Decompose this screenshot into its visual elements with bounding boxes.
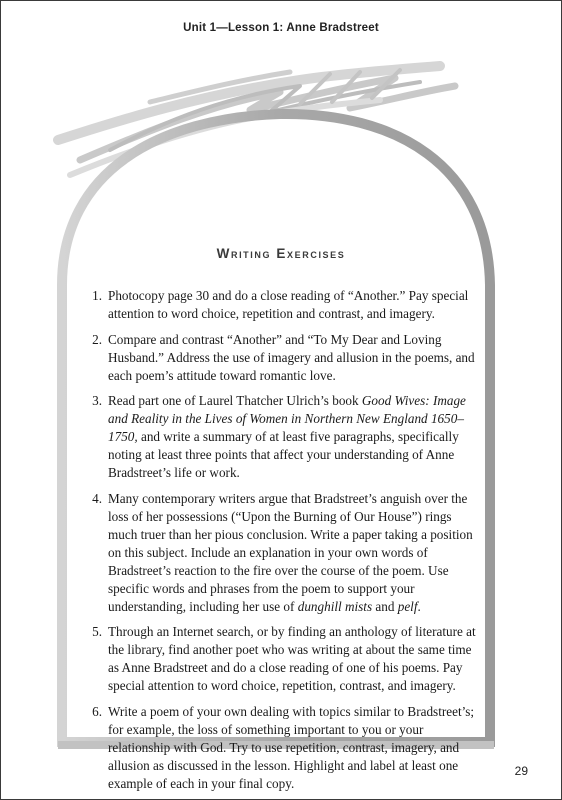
exercise-text: Write a poem of your own dealing with topics similar to Bradstreet’s; for example, the loss of something important to you or your relationship with God. Try to use repetition, contrast, imagery, and allusion as discussed in the lesson. Highlight and label at least one example of each in your final copy. — [108, 703, 475, 791]
exercise-number: 3. — [92, 393, 102, 408]
exercise-text-continued: and — [372, 598, 398, 614]
exercise-number: 6. — [92, 703, 102, 719]
exercise-item — [84, 287, 484, 323]
exercise-item — [84, 703, 484, 793]
exercise-list — [84, 287, 484, 800]
quoted-phrase: dunghill mists — [297, 598, 373, 614]
exercise-number: 2. — [92, 331, 102, 347]
exercise-item — [84, 490, 484, 616]
exercise-text: Through an Internet search, or by finding an anthology of literature at the library, find another poet who was writing at about the same time as Anne Bradstreet and do a close reading of one of his poems. Pay special attention to word choice, repetition, contrast, and imagery. — [108, 624, 476, 693]
exercise-item — [84, 392, 484, 482]
exercise-text-continued: and write a summary of at least five paragraphs, specifically noting at least three points that affect your understanding of Anne Bradstreet’s life or work. — [108, 429, 459, 480]
exercise-number: 1. — [92, 288, 102, 303]
section-title: Writing Exercises — [216, 246, 346, 261]
exercise-number: 4. — [92, 490, 102, 506]
exercise-text: Many contemporary writers argue that Bradstreet’s anguish over the loss of her possessions (“Upon the Burning of Our House”) rings much truer than her pious conclusion. Write a paper taking a position on this subject. Include an explanation in your own words of Bradstreet’s reaction to the fire over the course of the poem. Use specific words and phrases from the poem to support your understanding, including her use of — [108, 490, 473, 614]
running-head: Unit 1—Lesson 1: Anne Bradstreet — [183, 22, 379, 34]
exercise-number: 5. — [92, 624, 102, 639]
book-title: Good Wives: Image and Reality in the Lives of Women in Northern New England 1650–1750, — [108, 393, 466, 444]
page-number: 29 — [514, 764, 528, 778]
exercise-text: Photocopy page 30 and do a close reading of “Another.” Pay special attention to word choice, repetition and contrast, and imagery. — [108, 288, 469, 321]
exercise-text: Read part one of Laurel Thatcher Ulrich’s book — [108, 393, 362, 408]
quoted-word: pelf — [397, 598, 418, 614]
exercise-item — [84, 623, 484, 695]
exercise-text-end: . — [417, 598, 421, 614]
exercise-item — [84, 331, 484, 385]
exercise-text: Compare and contrast “Another” and “To My Dear and Loving Husband.” Address the use of imagery and allusion in the poems, and each poem’s attitude toward romantic love. — [108, 331, 475, 383]
